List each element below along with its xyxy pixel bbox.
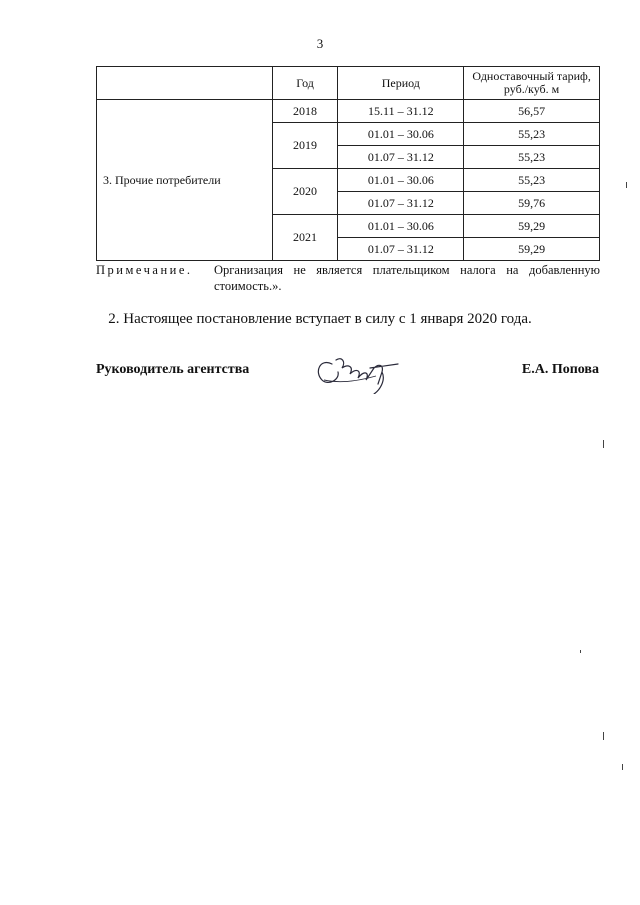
scan-mark [603,732,604,740]
period-cell: 01.01 – 30.06 [338,215,464,238]
year-cell: 2020 [272,169,338,215]
scan-mark [580,650,581,653]
note-label: Примечание. [96,263,193,277]
page-number: 3 [316,36,324,51]
signatory-name: Е.А. Попова [521,362,599,377]
tariff-cell: 56,57 [464,100,600,123]
tariff-cell: 59,29 [464,215,600,238]
period-cell: 15.11 – 31.12 [338,100,464,123]
period-cell: 01.01 – 30.06 [338,123,464,146]
table-header-row [97,67,600,100]
tariff-cell: 55,23 [464,169,600,192]
tariff-cell: 55,23 [464,123,600,146]
table-row [97,100,600,123]
header-period: Период [338,67,464,100]
note [96,262,600,294]
tariff-cell: 59,76 [464,192,600,215]
period-cell: 01.07 – 31.12 [338,146,464,169]
scan-mark [622,764,623,770]
header-blank [97,67,273,100]
year-cell: 2021 [272,215,338,261]
period-cell: 01.07 – 31.12 [338,192,464,215]
header-tariff: Одноставочный тариф, руб./куб. м [464,67,600,100]
tariff-cell: 59,29 [464,238,600,261]
year-cell: 2018 [272,100,338,123]
period-cell: 01.01 – 30.06 [338,169,464,192]
signatory-title: Руководитель агентства [96,362,250,377]
period-cell: 01.07 – 31.12 [338,238,464,261]
handwritten-signature [312,350,404,394]
effective-date-clause: 2. Настоящее постановление вступает в силу с 1 января 2020 года. [108,311,532,327]
year-cell: 2019 [272,123,338,169]
consumer-group-cell: 3. Прочие потребители [97,100,273,261]
header-year: Год [272,67,338,100]
tariff-cell: 55,23 [464,146,600,169]
scan-mark [603,440,604,448]
note-text: Организация не является плательщиком налога на добавленную стоимость.». [214,263,600,293]
tariff-table [96,66,600,261]
scan-mark [626,182,627,188]
